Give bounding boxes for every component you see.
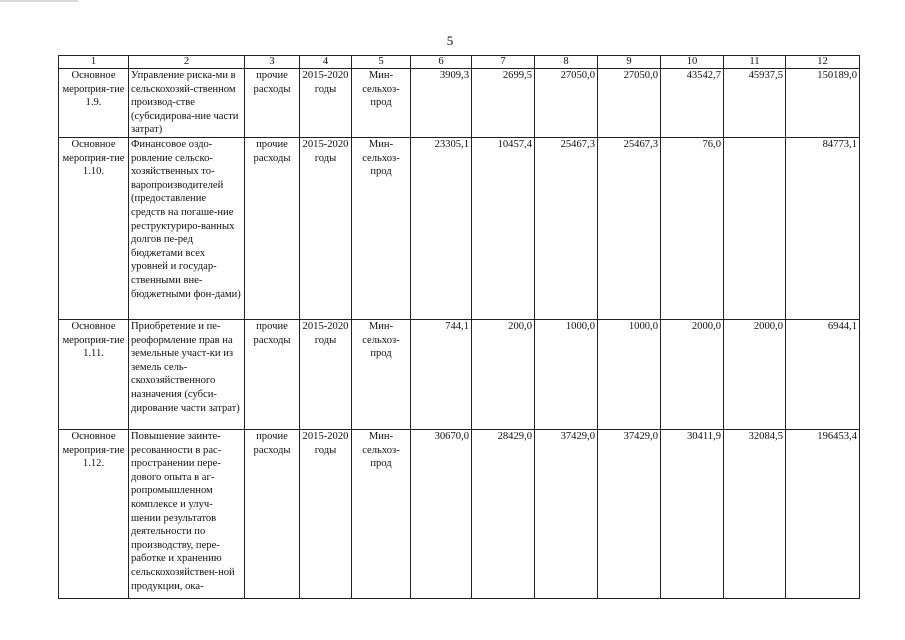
value-col-12: 84773,1 <box>786 137 860 319</box>
page-number: 5 <box>446 33 454 48</box>
value-col-10: 76,0 <box>661 137 724 319</box>
value-col-9: 25467,3 <box>598 137 661 319</box>
header-cell: 5 <box>352 56 411 69</box>
measure-id: Основное мероприя-тие 1.10. <box>59 137 129 319</box>
header-cell: 2 <box>129 56 245 69</box>
measure-id: Основное мероприя-тие 1.9. <box>59 69 129 138</box>
expense-type: прочие расходы <box>245 429 300 598</box>
value-col-11: 2000,0 <box>724 319 786 429</box>
value-col-9: 27050,0 <box>598 69 661 138</box>
value-col-8: 37429,0 <box>535 429 598 598</box>
value-col-6: 744,1 <box>411 319 472 429</box>
executor: Мин-сельхоз-прод <box>352 137 411 319</box>
value-col-7: 10457,4 <box>472 137 535 319</box>
header-cell: 6 <box>411 56 472 69</box>
value-col-12: 196453,4 <box>786 429 860 598</box>
period: 2015-2020 годы <box>300 69 352 138</box>
value-col-10: 30411,9 <box>661 429 724 598</box>
period: 2015-2020 годы <box>300 137 352 319</box>
header-row <box>59 56 860 69</box>
measure-id: Основное мероприя-тие 1.11. <box>59 319 129 429</box>
header-cell: 9 <box>598 56 661 69</box>
header-cell: 11 <box>724 56 786 69</box>
header-cell: 1 <box>59 56 129 69</box>
value-col-6: 30670,0 <box>411 429 472 598</box>
header-cell: 12 <box>786 56 860 69</box>
period: 2015-2020 годы <box>300 319 352 429</box>
table-row <box>59 137 860 319</box>
value-col-7: 28429,0 <box>472 429 535 598</box>
value-col-8: 27050,0 <box>535 69 598 138</box>
value-col-11 <box>724 137 786 319</box>
value-col-12: 6944,1 <box>786 319 860 429</box>
period: 2015-2020 годы <box>300 429 352 598</box>
value-col-6: 23305,1 <box>411 137 472 319</box>
table-row <box>59 429 860 598</box>
value-col-8: 25467,3 <box>535 137 598 319</box>
executor: Мин-сельхоз-прод <box>352 429 411 598</box>
value-col-6: 3909,3 <box>411 69 472 138</box>
measure-name: Управление риска-ми в сельскохозяй-ственном производ-стве (субсидирова-ние части затрат) <box>129 69 245 138</box>
measure-name: Приобретение и пе-реоформление прав на земельные участ-ки из земель сель-скохозяйственного назначения (субси-дирование части затрат) <box>129 319 245 429</box>
header-cell: 8 <box>535 56 598 69</box>
measure-name: Финансовое оздо-ровление сельско-хозяйственных то-варопроизводителей (предоставление средств на погаше-ние реструктуриро-ванных долгов пе-ред бюджетами всех уровней и государ-ственными вне-бюджетными фон-дами) <box>129 137 245 319</box>
value-col-12: 150189,0 <box>786 69 860 138</box>
header-cell: 10 <box>661 56 724 69</box>
table-row <box>59 319 860 429</box>
expense-type: прочие расходы <box>245 69 300 138</box>
budget-table <box>58 55 860 599</box>
value-col-8: 1000,0 <box>535 319 598 429</box>
value-col-10: 43542,7 <box>661 69 724 138</box>
value-col-9: 1000,0 <box>598 319 661 429</box>
header-cell: 3 <box>245 56 300 69</box>
value-col-7: 2699,5 <box>472 69 535 138</box>
executor: Мин-сельхоз-прод <box>352 319 411 429</box>
table-row <box>59 69 860 138</box>
value-col-11: 45937,5 <box>724 69 786 138</box>
value-col-10: 2000,0 <box>661 319 724 429</box>
measure-id: Основное мероприя-тие 1.12. <box>59 429 129 598</box>
value-col-7: 200,0 <box>472 319 535 429</box>
expense-type: прочие расходы <box>245 137 300 319</box>
scan-edge-mark <box>0 0 78 2</box>
executor: Мин-сельхоз-прод <box>352 69 411 138</box>
header-cell: 7 <box>472 56 535 69</box>
measure-name: Повышение заинте-ресованности в рас-пространении пере-дового опыта в аг-ропромышленном комплексе и улуч-шении результатов деятельности по производству, пере-работке и хранению сельскохозяйствен-ной продукции, ока- <box>129 429 245 598</box>
value-col-9: 37429,0 <box>598 429 661 598</box>
value-col-11: 32084,5 <box>724 429 786 598</box>
expense-type: прочие расходы <box>245 319 300 429</box>
header-cell: 4 <box>300 56 352 69</box>
